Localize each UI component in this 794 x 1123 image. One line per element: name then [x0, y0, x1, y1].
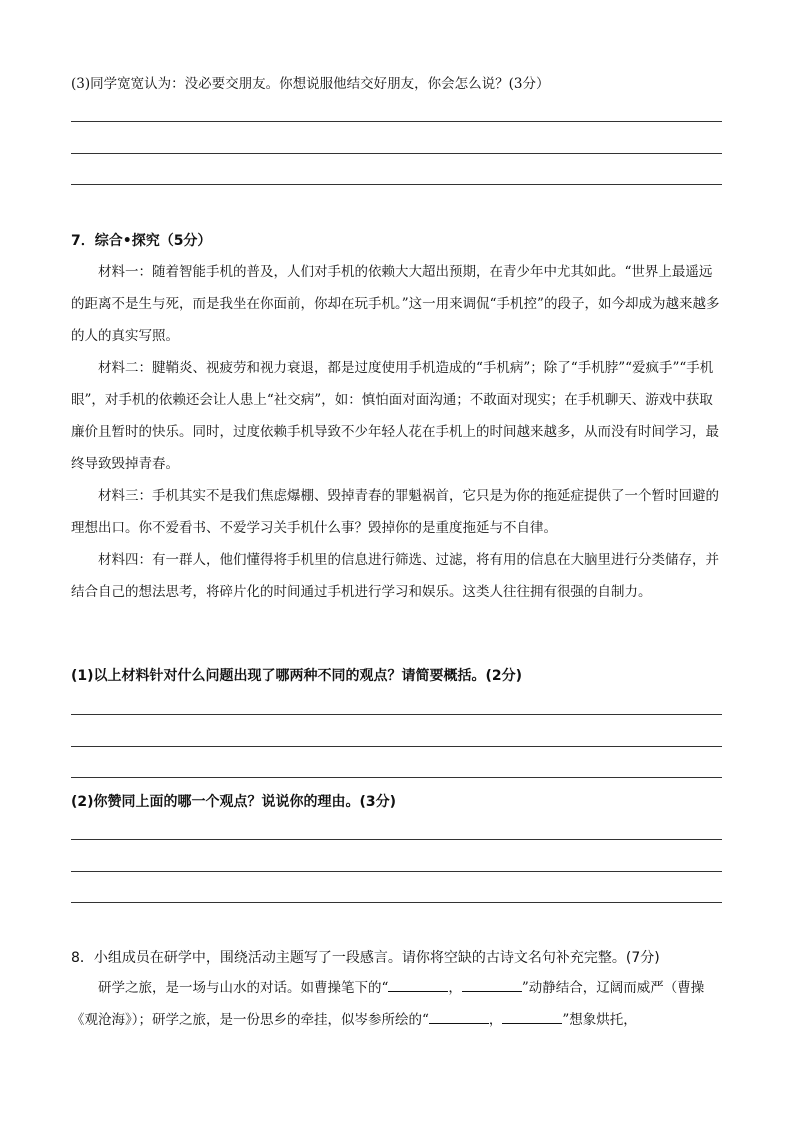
- q7-material-2: 材料二：腱鞘炎、视疲劳和视力衰退，都是过度使用手机造成的“手机病”；除了“手机脖”“爱疯手”“手机眼”，对手机的依赖还会让人患上“社交病”，如：慎怕面对面沟通；不敢面对现实；在手机聊天、游戏中获取廉价且暂时的快乐。同时，过度依赖手机导致不少年轻人花在手机上的时间越来越多，从而没有时间学习，最终导致毁掉青春。: [71, 360, 719, 472]
- q7-heading: 7．综合•探究（5分）: [71, 233, 212, 249]
- answer-line[interactable]: [71, 184, 722, 185]
- answer-line[interactable]: [71, 777, 722, 778]
- answer-line[interactable]: [71, 714, 722, 715]
- answer-line[interactable]: [71, 121, 722, 122]
- q8-paragraph: [71, 972, 722, 1036]
- answer-line[interactable]: [71, 839, 722, 840]
- answer-line[interactable]: [71, 153, 722, 154]
- q7-material-3: 材料三：手机其实不是我们焦虑爆棚、毁掉青春的罪魁祸首，它只是为你的拖延症提供了一个暂时回避的理想出口。你不爱看书、不爱学习关手机什么事？毁掉你的是重度拖延与不自律。: [71, 488, 719, 536]
- q7-material-4: 材料四：有一群人，他们懂得将手机里的信息进行筛选、过滤，将有用的信息在大脑里进行分类储存，并结合自己的想法思考，将碎片化的时间通过手机进行学习和娱乐。这类人往往拥有很强的自制力。: [71, 552, 719, 600]
- q8-text-part2: ”动静结合，辽阔而威严（曹操《观沧海》）；研学之旅，是一份思乡的牵挂，似岑参所绘的“: [71, 980, 705, 1028]
- answer-line[interactable]: [71, 871, 722, 872]
- answer-line[interactable]: [71, 902, 722, 903]
- q8-heading: 8．小组成员在研学中，围绕活动主题写了一段感言。请你将空缺的古诗文名句补充完整。(7分): [71, 950, 660, 966]
- fill-blank-4[interactable]: [502, 1009, 562, 1024]
- fill-blank-3[interactable]: [429, 1009, 489, 1024]
- answer-line[interactable]: [71, 746, 722, 747]
- q7-material-1: 材料一：随着智能手机的普及，人们对手机的依赖大大超出预期，在青少年中尤其如此。“世界上最遥远的距离不是生与死，而是我坐在你面前，你却在玩手机。”这一用来调侃“手机控”的段子，如今却成为越来越多的人的真实写照。: [71, 264, 720, 344]
- q7-sub1-prompt: (1)以上材料针对什么问题出现了哪两种不同的观点？请简要概括。(2分): [71, 668, 523, 684]
- q8-separator: ，: [448, 980, 462, 996]
- q6-sub3-prompt: (3)同学宽宽认为：没必要交朋友。你想说服他结交好朋友，你会怎么说？(3分）: [71, 76, 550, 92]
- q8-text-part1: 研学之旅，是一场与山水的对话。如曹操笔下的“: [98, 980, 389, 996]
- q8-text-part3: ”想象烘托，: [562, 1012, 637, 1028]
- fill-blank-2[interactable]: [462, 977, 522, 992]
- q8-separator: ，: [488, 1012, 503, 1028]
- q7-sub2-prompt: (2)你赞同上面的哪一个观点？说说你的理由。(3分): [71, 794, 397, 810]
- fill-blank-1[interactable]: [388, 977, 448, 992]
